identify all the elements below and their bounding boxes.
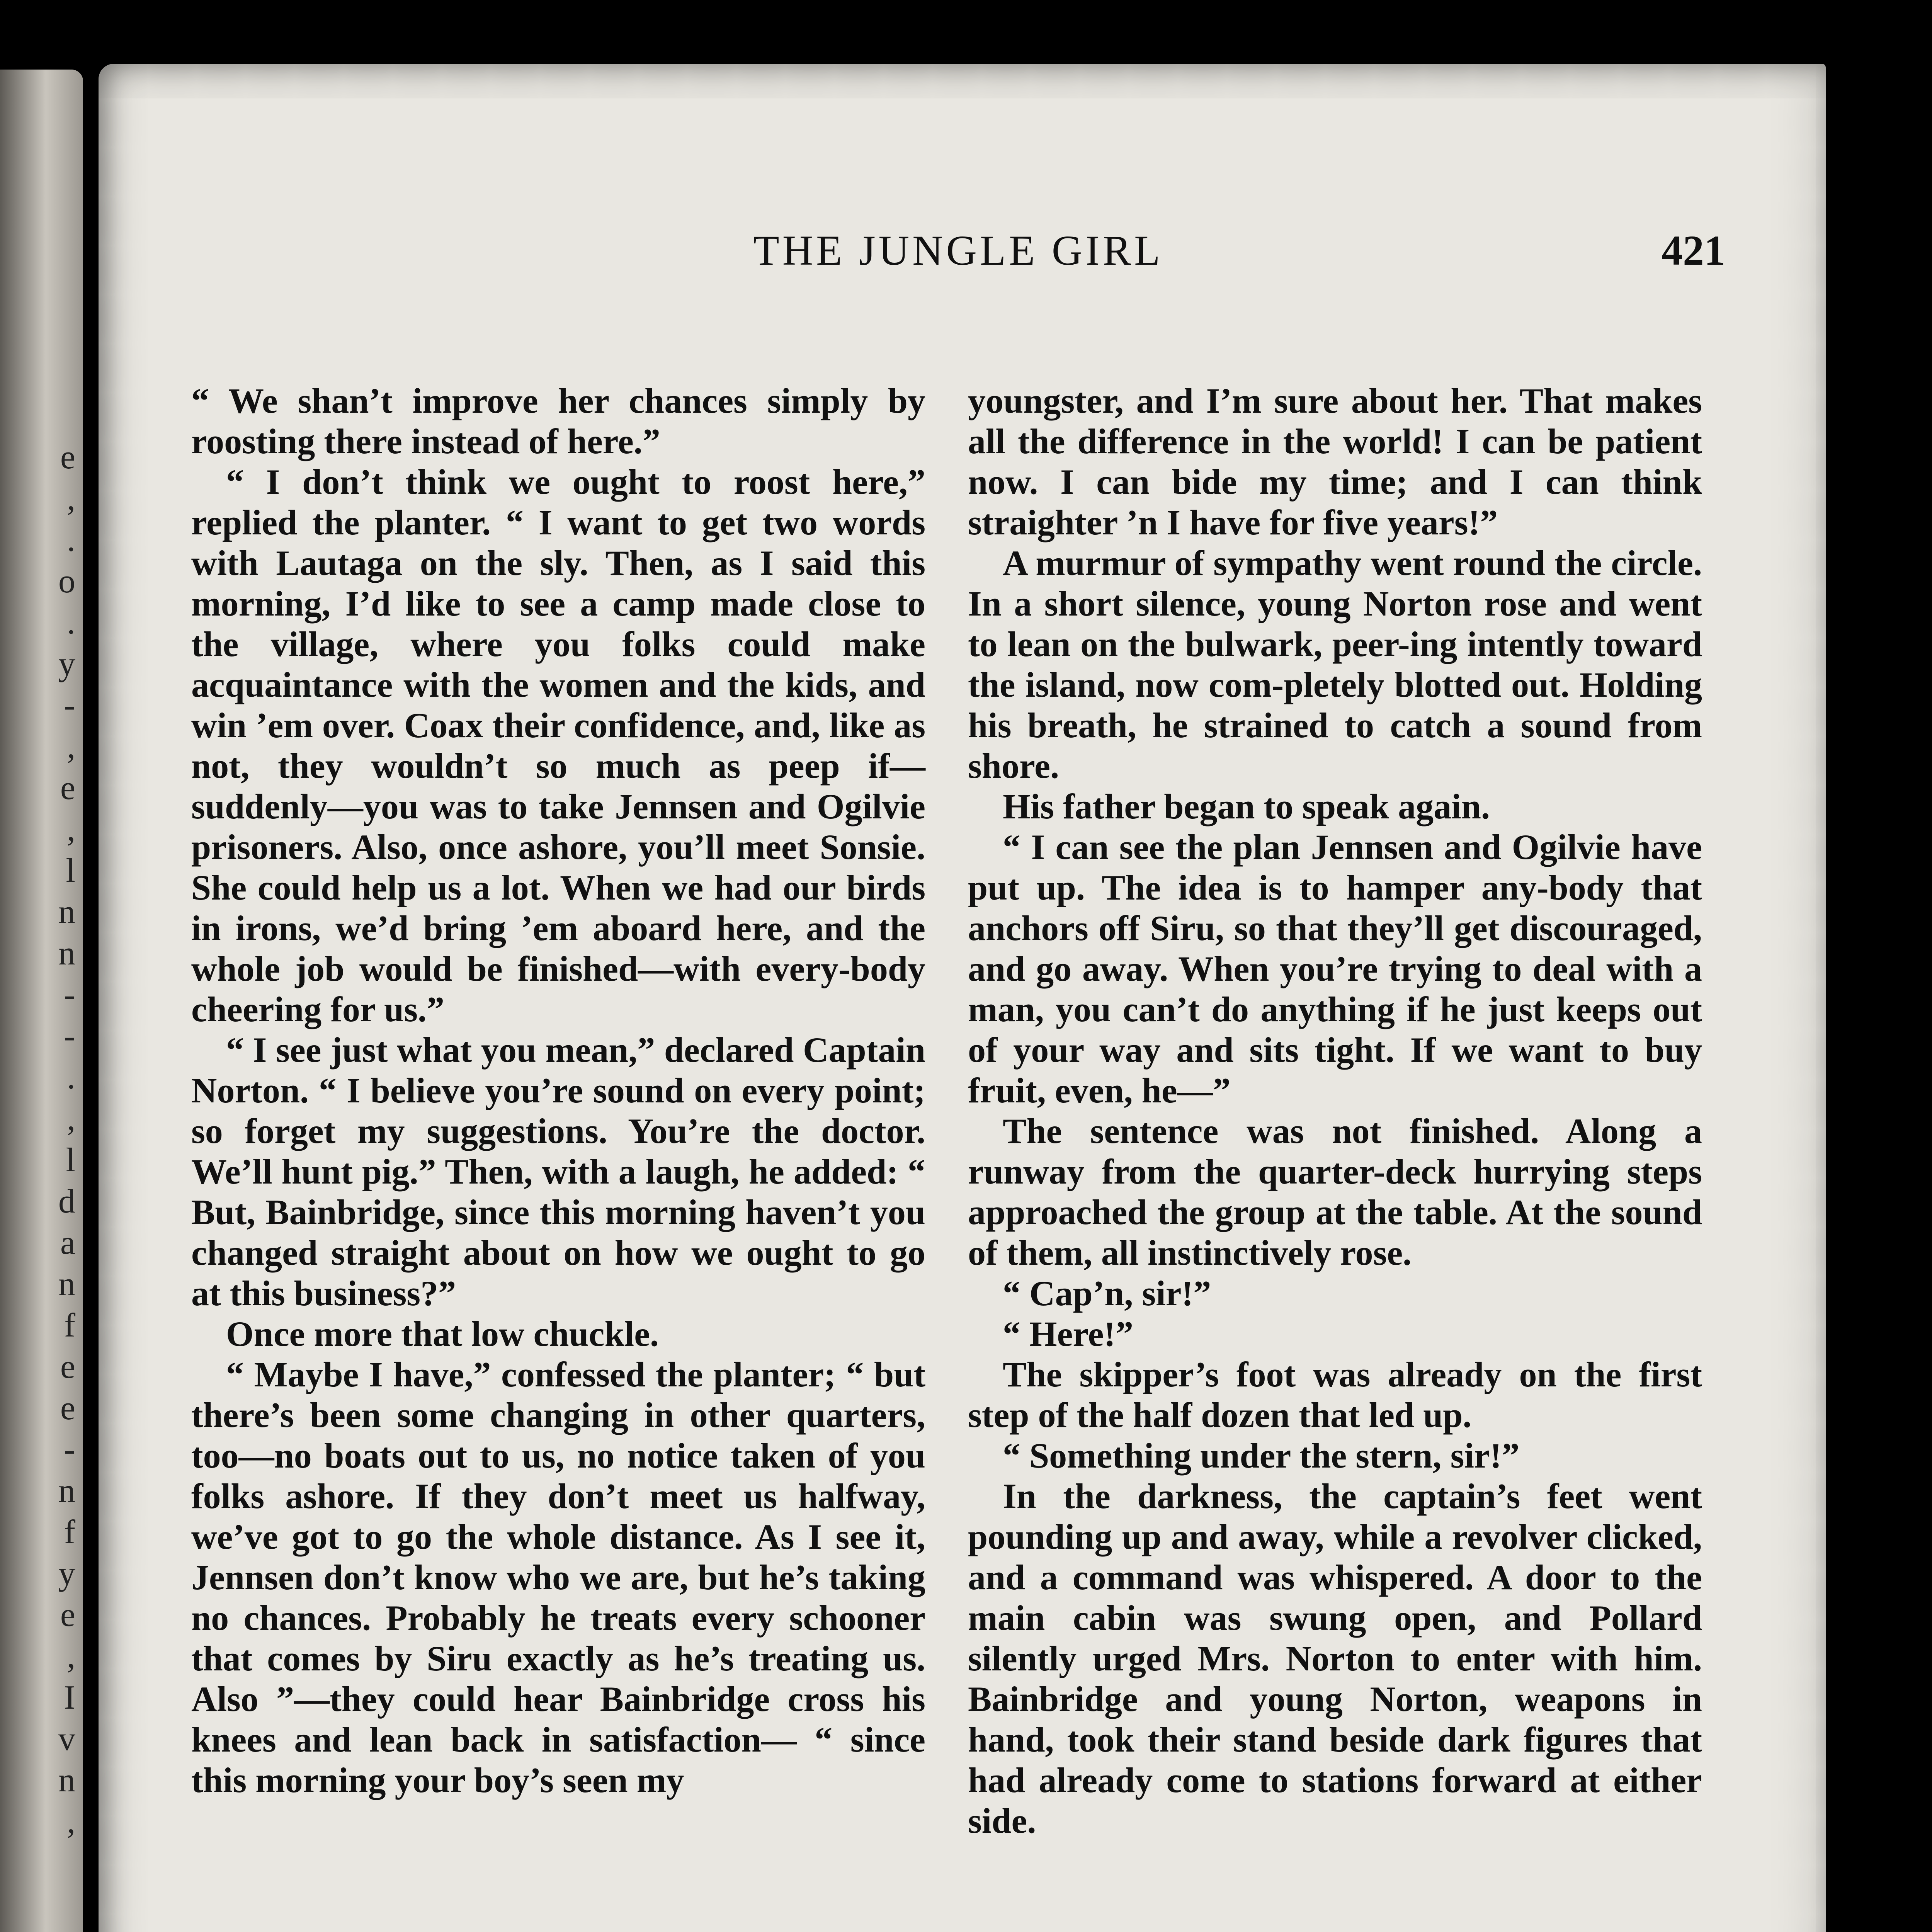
- paragraph: “ I can see the plan Jennsen and Ogilvie have put up. The idea is to hamper any-body that anchors off Siru, so that they’ll get discouraged, and go away. When you’re trying to deal with a man, you can’t do anything if he just keeps out of your way and sits tight. If we want to buy fruit, even, he—”: [968, 827, 1702, 1110]
- paragraph: “ Here!”: [1003, 1314, 1134, 1354]
- previous-page-letter: y: [58, 645, 75, 683]
- paragraph: “ We shan’t improve her chances simply by roosting there instead of here.”: [191, 381, 925, 461]
- paragraph: “ I see just what you mean,” declared Captain Norton. “ I believe you’re sound on every point; so forget my suggestions. You’re the doctor. We’ll hunt pig.” Then, with a laugh, he added: “ But, Bainbridge, since this morning haven’t you changed straight about on how we ought to go at this business?”: [191, 1030, 925, 1313]
- previous-page-letter: l: [66, 852, 75, 889]
- previous-page-letter: y: [58, 1555, 75, 1592]
- previous-page-letter: e: [60, 439, 75, 476]
- page-number: 421: [1662, 227, 1725, 274]
- previous-page-letter: n: [58, 893, 75, 931]
- paragraph: youngster, and I’m sure about her. That makes all the difference in the world! I can be patient now. I can bide my time; and I can think straighter ’n I have for five years!”: [968, 381, 1702, 542]
- previous-page-letter: n: [58, 1762, 75, 1799]
- previous-page-letter: ,: [67, 480, 75, 517]
- paragraph: The sentence was not finished. Along a runway from the quarter-deck hurrying steps approached the group at the table. At the sound of them, all instinctively rose.: [968, 1111, 1702, 1272]
- paragraph: “ Something under the stern, sir!”: [1003, 1436, 1520, 1475]
- magazine-page: [99, 64, 1826, 1932]
- previous-page-letter: n: [58, 935, 75, 972]
- previous-page-letter: ,: [67, 811, 75, 848]
- previous-page-letter: d: [58, 1183, 75, 1220]
- page-header: [191, 226, 1725, 288]
- previous-page-letter: l: [66, 1141, 75, 1179]
- previous-page-letter: -: [64, 976, 75, 1014]
- previous-page-letter: ,: [67, 1638, 75, 1675]
- previous-page-letter: ,: [67, 1100, 75, 1138]
- previous-page-letter: -: [64, 1017, 75, 1055]
- previous-page-letter: e: [60, 1389, 75, 1427]
- previous-page-edge: [0, 70, 83, 1932]
- paragraph: “ Cap’n, sir!”: [1003, 1274, 1211, 1313]
- previous-page-letter: v: [58, 1720, 75, 1758]
- previous-page-letter: e: [60, 769, 75, 807]
- right-column: [968, 381, 1702, 1841]
- previous-page-letter: f: [64, 1514, 75, 1551]
- previous-page-letter: e: [60, 1348, 75, 1386]
- previous-page-letter: .: [67, 521, 75, 559]
- paragraph: His father began to speak again.: [1003, 787, 1490, 826]
- previous-page-letter: f: [64, 1307, 75, 1344]
- paragraph: A murmur of sympathy went round the circle. In a short silence, young Norton rose and went to lean on the bulwark, peer-ing intently toward the island, now com-pletely blotted out. Holding his breath, he strained to catch a sound from shore.: [968, 543, 1702, 786]
- running-title: THE JUNGLE GIRL: [753, 227, 1163, 274]
- previous-page-letter: e: [60, 1596, 75, 1634]
- previous-page-letter: -: [64, 687, 75, 724]
- previous-page-letter: I: [64, 1679, 75, 1716]
- paragraph: “ I don’t think we ought to roost here,” replied the planter. “ I want to get two words with Lautaga on the sly. Then, as I said this morning, I’d like to see a camp made close to the village, where you folks could make acquaintance with the women and the kids, and win ’em over. Coax their confidence, and, like as not, they wouldn’t so much as peep if—suddenly—you was to take Jennsen and Ogilvie prisoners. Also, once ashore, you’ll meet Sonsie. She could help us a lot. When we had our birds in irons, we’d bring ’em aboard here, and the whole job would be finished—with every-body cheering for us.”: [191, 462, 925, 1029]
- previous-page-letter: .: [67, 604, 75, 641]
- paragraph: Once more that low chuckle.: [226, 1314, 659, 1354]
- previous-page-letter: ,: [67, 728, 75, 765]
- previous-page-letter: a: [60, 1224, 75, 1262]
- paragraph: The skipper’s foot was already on the first step of the half dozen that led up.: [968, 1355, 1702, 1435]
- paragraph: In the darkness, the captain’s feet went pounding up and away, while a revolver clicked, and a command was whispered. A door to the main cabin was swung open, and Pollard silently urged Mrs. Norton to enter with him. Bainbridge and young Norton, weapons in hand, took their stand beside dark figures that had already come to stations forward at either side.: [968, 1476, 1702, 1840]
- previous-page-letter: ,: [67, 1803, 75, 1840]
- left-column: [191, 381, 925, 1801]
- paragraph: “ Maybe I have,” confessed the planter; “ but there’s been some changing in other quarters, too—no boats out to us, no notice taken of you folks ashore. If they don’t meet us halfway, we’ve got to go the whole distance. As I see it, Jennsen don’t know who we are, but he’s taking no chances. Probably he treats every schooner that comes by Siru exactly as he’s treating us. Also ”—they could hear Bainbridge cross his knees and lean back in satisfaction— “ since this morning your boy’s seen my: [191, 1355, 925, 1800]
- previous-page-letter: o: [58, 563, 75, 600]
- previous-page-letters: [52, 437, 75, 1842]
- previous-page-letter: n: [58, 1472, 75, 1510]
- previous-page-letter: .: [67, 1059, 75, 1096]
- previous-page-letter: n: [58, 1265, 75, 1303]
- previous-page-letter: -: [64, 1431, 75, 1468]
